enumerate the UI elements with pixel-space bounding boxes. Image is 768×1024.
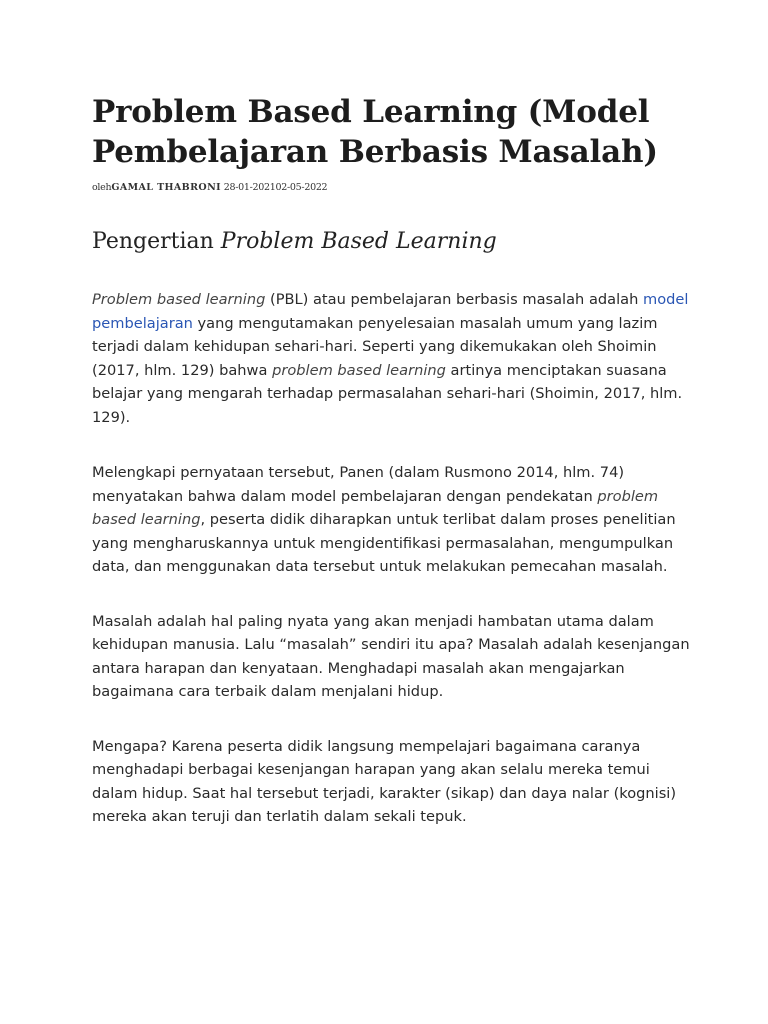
text-span: yang mengutamakan penyelesaian masalah umum yang lazim terjadi dalam kehidupan sehari-hari. Seperti yang dikemukakan oleh Shoimin (2017, hlm. 129) bahwa: [92, 314, 658, 379]
author-link[interactable]: GAMAL THABRONI: [111, 182, 222, 193]
article-meta: [92, 182, 692, 193]
text-span: (PBL) atau pembelajaran berbasis masalah adalah: [265, 291, 643, 308]
byline-prefix: oleh: [92, 182, 112, 193]
model-pembelajaran-link[interactable]: model pembelajaran: [92, 291, 689, 332]
article: [92, 92, 692, 829]
term-italic: problem based learning: [92, 487, 659, 528]
article-title: Problem Based Learning (Model Pembelajaran Berbasis Masalah): [92, 94, 658, 170]
term-italic: Problem based learning: [92, 291, 266, 308]
section-heading-italic: Problem Based Learning: [220, 229, 497, 254]
text-span: Melengkapi pernyataan tersebut, Panen (dalam Rusmono 2014, hlm. 74) menyatakan bahwa dalam model pembelajaran dengan pendekatan: [92, 464, 625, 505]
text-span: artinya menciptakan suasana belajar yang mengarah terhadap permasalahan sehari-hari (Shoimin, 2017, hlm. 129).: [92, 361, 683, 426]
paragraph-masalah: Masalah adalah hal paling nyata yang akan menjadi hambatan utama dalam kehidupan manusia. Lalu “masalah” sendiri itu apa? Masalah adalah kesenjangan antara harapan dan kenyataan. Menghadapi masalah akan mengajarkan bagaimana cara terbaik dalam menjalani hidup.: [92, 612, 690, 700]
paragraph-definition: [92, 288, 692, 429]
section-heading: [92, 227, 692, 257]
paragraph-mengapa: Mengapa? Karena peserta didik langsung mempelajari bagaimana caranya menghadapi berbagai kesenjangan harapan yang akan selalu mereka temui dalam hidup. Saat hal tersebut terjadi, karakter (sikap) dan daya nalar (kognisi) mereka akan teruji dan terlatih dalam sekali tepuk.: [92, 737, 677, 825]
term-italic: problem based learning: [272, 361, 446, 379]
paragraph-panen: [92, 461, 692, 579]
section-heading-plain: Pengertian: [92, 229, 221, 254]
date-updated: 02-05-2022: [275, 182, 328, 193]
text-span: , peserta didik diharapkan untuk terlibat dalam proses penelitian yang mengharuskannya untuk mengidentifikasi permasalahan, mengumpulkan data, dan menggunakan data tersebut untuk melakukan pemecahan masalah.: [92, 511, 676, 575]
date-published: 28-01-2021: [223, 182, 276, 193]
